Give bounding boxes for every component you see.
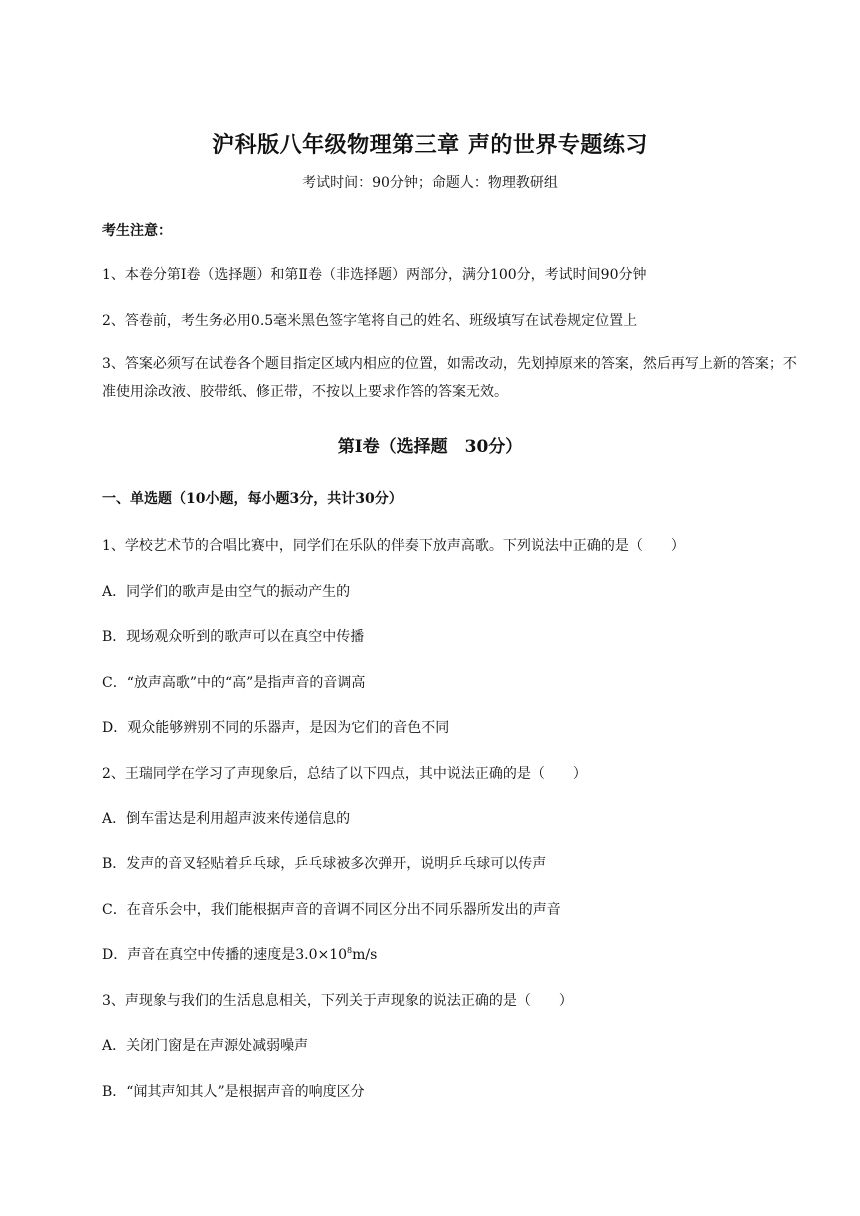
answer-option: A．同学们的歌声是由空气的振动产生的	[102, 584, 351, 600]
notice-item: 3、答案必须写在试卷各个题目指定区域内相应的位置，如需改动，先划掉原来的答案，然后再写上新的答案；不准使用涂改液、胶带纸、修正带，不按以上要求作答的答案无效。	[102, 356, 797, 400]
exam-info: 考试时间：90分钟；命题人：物理教研组	[302, 175, 558, 191]
section-title: 第Ⅰ卷（选择题 30分）	[337, 437, 523, 457]
notice-item: 2、答卷前，考生务必用0.5毫米黑色签字笔将自己的姓名、班级填写在试卷规定位置上	[102, 313, 638, 329]
answer-option: C．在音乐会中，我们能根据声音的音调不同区分出不同乐器所发出的声音	[102, 902, 561, 918]
notice-heading: 考生注意：	[102, 223, 172, 239]
page-title: 沪科版八年级物理第三章 声的世界专题练习	[212, 132, 648, 158]
answer-option: D．观众能够辨别不同的乐器声，是因为它们的音色不同	[102, 720, 450, 736]
notice-item: 1、本卷分第Ⅰ卷（选择题）和第Ⅱ卷（非选择题）两部分，满分100分，考试时间90分钟	[102, 267, 647, 283]
question-stem: 3、声现象与我们的生活息息相关，下列关于声现象的说法正确的是（ ）	[102, 993, 573, 1009]
answer-option: A．关闭门窗是在声源处减弱噪声	[102, 1038, 309, 1054]
unit: m/s	[352, 947, 378, 963]
subsection-title: 一、单选题（10小题，每小题3分，共计30分）	[102, 491, 403, 507]
answer-option: C．“放声高歌”中的“高”是指声音的音调高	[102, 675, 366, 691]
answer-option: B．现场观众听到的歌声可以在真空中传播	[102, 629, 365, 645]
option-d-text: D．声音在真空中传播的速度是3.0×10	[102, 947, 348, 963]
exponent: 8	[347, 946, 353, 955]
answer-option: B．“闻其声知其人”是根据声音的响度区分	[102, 1084, 365, 1100]
answer-option: B．发声的音叉轻贴着乒乓球，乒乓球被多次弹开，说明乒乓球可以传声	[102, 856, 547, 872]
question-stem: 2、王瑞同学在学习了声现象后，总结了以下四点，其中说法正确的是（ ）	[102, 766, 587, 782]
answer-option	[102, 944, 377, 964]
answer-option: A．倒车雷达是利用超声波来传递信息的	[102, 811, 351, 827]
question-stem: 1、学校艺术节的合唱比赛中，同学们在乐队的伴奏下放声高歌。下列说法中正确的是（ ）	[102, 538, 685, 554]
